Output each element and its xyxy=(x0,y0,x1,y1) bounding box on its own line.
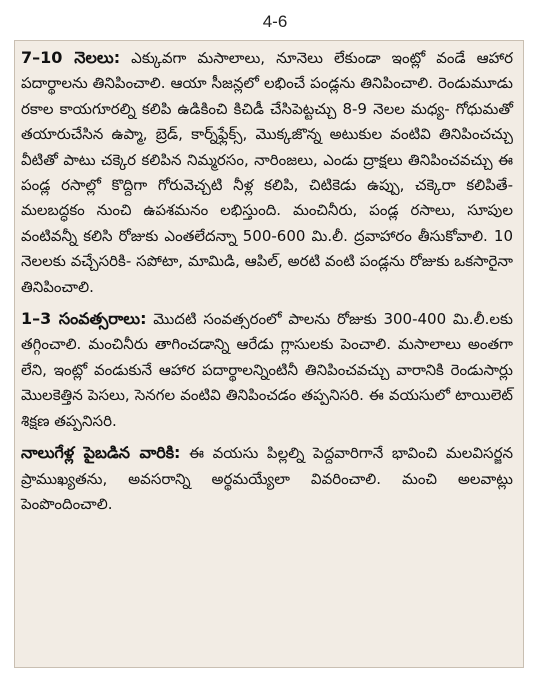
section-heading: 1–3 సంవత్సరాలు: xyxy=(21,309,147,329)
section-heading: 7–10 నెలలు: xyxy=(21,48,121,67)
section-text: ఎక్కువగా మసాలాలు, నూనెలు లేకుండా ఇంట్లో వండే ఆహార పదార్థాలను తినిపించాలి. ఆయా సీజన్లలో లభించే పండ్లను తినిపించాలి. రెండుమూడు రకాల కాయగూరల్ని కలిపి ఉడికించి కిచిడీ చేసిపెట్టచ్చు 8-9 నెలల మధ్య- గోధుమతో తయారుచేసిన ఉప్మా, బ్రెడ్, కార్న్‌ఫ్లేక్స్, మొక్కజొన్న అటుకుల వంటివి తినిపించచ్చు వీటితో పాటు చక్కెర కలిపిన నిమ్మరసం, నారింజలు, ఎండు ద్రాక్షలు తినిపించవచ్చు ఈ పండ్ల రసాల్లో కొద్దిగా గోరువెచ్చటి నీళ్ల కలిపి, చిటికెడు ఉప్పు, చక్కెరా కలిపితే- మలబద్ధకం నుంచి ఉపశమనం లభిస్తుంది. మంచినీరు, పండ్ల రసాలు, సూపుల వంటివన్నీ కలిసి రోజుకు ఎంతలేదన్నా 500-600 మి.లీ. ద్రవాహారం తీసుకోవాలి. 10 నెలలకు వచ్చేసరికి- సపోటా, మామిడి, ఆపిల్, అరటి వంటి పండ్లను రోజుకు ఒకసారైనా తినిపించాలి. xyxy=(21,49,513,296)
section-text: మొదటి సంవత్సరంలో పాలను రోజుకు 300-400 మి.లీ.లకు తగ్గించాలి. మంచినీరు తాగించడాన్ని ఆరేడు గ్లాసులకు పెంచాలి. మసాలాలు అంతగా లేని, ఇంట్లో వండుకునే ఆహార పదార్థాలన్నింటినీ తినిపించవచ్చు వారానికి రెండుసార్లు మొలకెత్తిన పెసలు, సెనగల వంటివి తినిపించడం తప్పనిసరి. ఈ వయసులో టాయిలెట్ శిక్షణ తప్పనిసరి. xyxy=(21,310,513,430)
newspaper-clipping xyxy=(14,40,524,668)
section-heading: నాలుగేళ్ల పైబడిన వారికి: xyxy=(21,443,181,463)
page-number: 4-6 xyxy=(262,12,288,31)
section-toddlers xyxy=(21,306,513,434)
section-infants xyxy=(21,45,513,300)
section-text: ఈ వయసు పిల్లల్ని పెద్దవారిగానే భావించి మలవిసర్జన ప్రాముఖ్యతను, అవసరాన్ని అర్థమయ్యేలా వివరించాలి. మంచి అలవాట్లు పెంపొందించాలి. xyxy=(21,444,513,513)
section-four-plus xyxy=(21,440,513,517)
